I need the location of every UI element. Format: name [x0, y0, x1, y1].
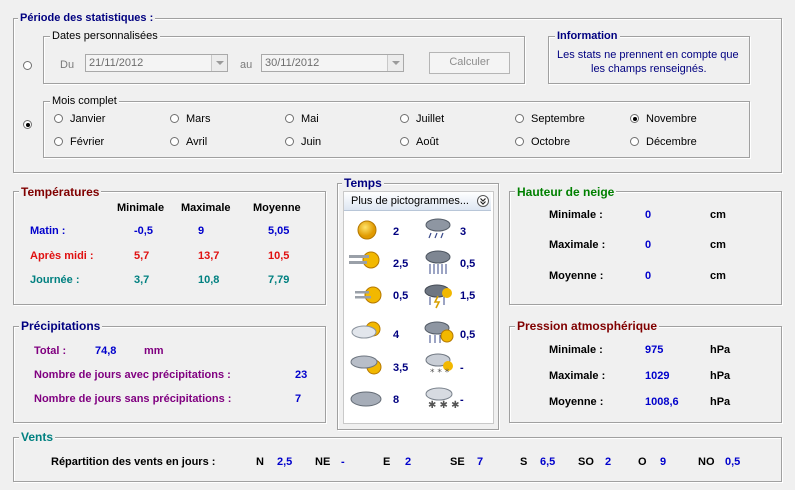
- neige-max-value: 0: [645, 239, 652, 251]
- neige-moy-value: 0: [645, 270, 652, 282]
- radio-month-5[interactable]: [630, 114, 639, 123]
- sun-icon: [355, 218, 379, 242]
- chevron-down-icon[interactable]: [211, 55, 227, 71]
- radio-month-3[interactable]: [400, 114, 409, 123]
- partly-cloudy-icon: [349, 318, 383, 342]
- radio-dates-personnalisees[interactable]: [23, 61, 32, 70]
- month-label: Mai: [301, 113, 319, 125]
- temps-heavy-rain-value: 0,5: [460, 258, 476, 270]
- temp-matin-min: -0,5: [134, 225, 153, 237]
- svg-text:✱ ✱ ✱: ✱ ✱ ✱: [428, 400, 460, 411]
- vents-label: Répartition des vents en jours :: [51, 456, 216, 468]
- neige-max-label: Maximale :: [549, 239, 606, 251]
- radio-month-7[interactable]: [170, 137, 179, 146]
- date-to-select[interactable]: [261, 54, 404, 72]
- double-chevron-down-icon[interactable]: [477, 195, 489, 207]
- pictogram-dropdown-label: Plus de pictogrammes...: [351, 195, 469, 207]
- neige-title: Hauteur de neige: [517, 185, 615, 199]
- mostly-cloudy-icon: [349, 352, 383, 376]
- au-label: au: [240, 59, 253, 71]
- wind-direction-value: 2,5: [277, 456, 293, 468]
- date-from-select[interactable]: [85, 54, 228, 72]
- wind-direction-value: 9: [660, 456, 667, 468]
- rain-cloud-icon: [424, 217, 452, 241]
- precip-total-label: Total :: [34, 345, 67, 357]
- temps-snowflake-value: -: [460, 394, 464, 406]
- wind-direction-label: E: [383, 456, 391, 468]
- temps-thunderstorm-value: 1,5: [460, 290, 476, 302]
- radio-month-6[interactable]: [54, 137, 63, 146]
- pression-moy-label: Moyenne :: [549, 396, 604, 408]
- calculer-button[interactable]: Calculer: [429, 52, 510, 74]
- radio-month-0[interactable]: [54, 114, 63, 123]
- precip-avec-label: Nombre de jours avec précipitations :: [34, 369, 231, 381]
- radio-month-9[interactable]: [400, 137, 409, 146]
- wind-direction-value: 7: [477, 456, 484, 468]
- svg-text:* * *: * * *: [430, 368, 450, 378]
- wind-direction-value: 6,5: [540, 456, 556, 468]
- info-line-1: Les stats ne prennent en compte que: [557, 49, 739, 61]
- neige-moy-label: Moyenne :: [549, 270, 604, 282]
- month-label: Juillet: [416, 113, 445, 125]
- dates-title: Dates personnalisées: [52, 30, 158, 42]
- temps-cloud-sun-value: 2,5: [393, 258, 409, 270]
- mois-title: Mois complet: [52, 95, 117, 107]
- pression-moy-value: 1008,6: [645, 396, 679, 408]
- month-label: Janvier: [70, 113, 106, 125]
- month-label: Décembre: [646, 136, 697, 148]
- date-from-value: 21/11/2012: [89, 57, 144, 69]
- cloud-sun-icon: [347, 248, 381, 272]
- wind-direction-label: N: [256, 456, 264, 468]
- month-label: Novembre: [646, 113, 697, 125]
- radio-month-4[interactable]: [515, 114, 524, 123]
- periode-title: Période des statistiques :: [20, 12, 154, 24]
- pictogram-dropdown[interactable]: [344, 192, 491, 211]
- heavy-rain-icon: [424, 250, 452, 276]
- wind-direction-value: 2: [605, 456, 612, 468]
- header-moyenne: Moyenne: [253, 202, 301, 214]
- temps-partly-cloudy-value: 4: [393, 329, 400, 341]
- snowflake-cloud-icon: [424, 384, 460, 411]
- precip-total-value: 74,8: [95, 345, 117, 357]
- chevron-down-icon[interactable]: [387, 55, 403, 71]
- month-label: Juin: [301, 136, 322, 148]
- temperatures-title: Températures: [21, 185, 100, 199]
- radio-month-10[interactable]: [515, 137, 524, 146]
- vents-title: Vents: [21, 430, 54, 444]
- month-label: Août: [416, 136, 439, 148]
- radio-month-11[interactable]: [630, 137, 639, 146]
- precipitations-title: Précipitations: [21, 319, 101, 333]
- neige-min-value: 0: [645, 209, 652, 221]
- month-label: Avril: [186, 136, 208, 148]
- temps-snow-value: -: [460, 362, 464, 374]
- info-title: Information: [557, 30, 618, 42]
- du-label: Du: [60, 59, 75, 71]
- temp-matin-label: Matin :: [30, 225, 66, 237]
- neige-min-unit: cm: [710, 209, 726, 221]
- temp-matin-max: 9: [198, 225, 205, 237]
- month-label: Mars: [186, 113, 211, 125]
- pression-moy-unit: hPa: [710, 396, 731, 408]
- precip-sans-label: Nombre de jours sans précipitations :: [34, 393, 232, 405]
- pression-min-value: 975: [645, 344, 664, 356]
- snow-cloud-icon: [424, 352, 454, 378]
- info-line-2: les champs renseignés.: [591, 63, 707, 75]
- date-to-value: 30/11/2012: [265, 57, 320, 69]
- month-label: Février: [70, 136, 105, 148]
- radio-month-2[interactable]: [285, 114, 294, 123]
- pression-title: Pression atmosphérique: [517, 319, 658, 333]
- neige-min-label: Minimale :: [549, 209, 603, 221]
- haze-sun-icon: [353, 283, 385, 307]
- temp-journee-label: Journée :: [30, 274, 80, 286]
- temp-journee-min: 3,7: [134, 274, 150, 286]
- neige-max-unit: cm: [710, 239, 726, 251]
- temps-rain-value: 3: [460, 226, 467, 238]
- wind-direction-value: 0,5: [725, 456, 741, 468]
- temp-apresmidi-max: 13,7: [198, 250, 220, 262]
- pression-max-value: 1029: [645, 370, 670, 382]
- temps-title: Temps: [344, 176, 382, 190]
- temps-mostly-cloudy-value: 3,5: [393, 362, 409, 374]
- radio-month-1[interactable]: [170, 114, 179, 123]
- wind-direction-label: NO: [698, 456, 715, 468]
- month-label: Octobre: [531, 136, 571, 148]
- mois-frame: [43, 101, 750, 158]
- pression-min-unit: hPa: [710, 344, 731, 356]
- wind-direction-value: 2: [405, 456, 412, 468]
- temp-journee-max: 10,8: [198, 274, 220, 286]
- pression-max-unit: hPa: [710, 370, 731, 382]
- temp-apresmidi-label: Après midi :: [30, 250, 94, 262]
- temps-overcast-value: 8: [393, 394, 400, 406]
- precip-avec-value: 23: [295, 369, 308, 381]
- temp-journee-moy: 7,79: [268, 274, 290, 286]
- thunderstorm-icon: [424, 283, 454, 309]
- radio-mois-complet[interactable]: [23, 120, 32, 129]
- wind-direction-label: NE: [315, 456, 331, 468]
- temp-apresmidi-moy: 10,5: [268, 250, 290, 262]
- wind-direction-label: SE: [450, 456, 465, 468]
- temps-rain-sun-value: 0,5: [460, 329, 476, 341]
- header-minimale: Minimale: [117, 202, 165, 214]
- temps-haze-sun-value: 0,5: [393, 290, 409, 302]
- pression-max-label: Maximale :: [549, 370, 606, 382]
- wind-direction-value: -: [341, 456, 345, 468]
- header-maximale: Maximale: [181, 202, 231, 214]
- rain-sun-icon: [424, 320, 454, 346]
- precip-total-unit: mm: [144, 345, 164, 357]
- precip-sans-value: 7: [295, 393, 302, 405]
- temps-sun-value: 2: [393, 226, 400, 238]
- wind-direction-label: SO: [578, 456, 594, 468]
- pression-min-label: Minimale :: [549, 344, 603, 356]
- temp-apresmidi-min: 5,7: [134, 250, 150, 262]
- temp-matin-moy: 5,05: [268, 225, 290, 237]
- radio-month-8[interactable]: [285, 137, 294, 146]
- wind-direction-label: O: [638, 456, 647, 468]
- overcast-icon: [349, 388, 383, 410]
- month-label: Septembre: [531, 113, 585, 125]
- wind-direction-label: S: [520, 456, 528, 468]
- neige-moy-unit: cm: [710, 270, 726, 282]
